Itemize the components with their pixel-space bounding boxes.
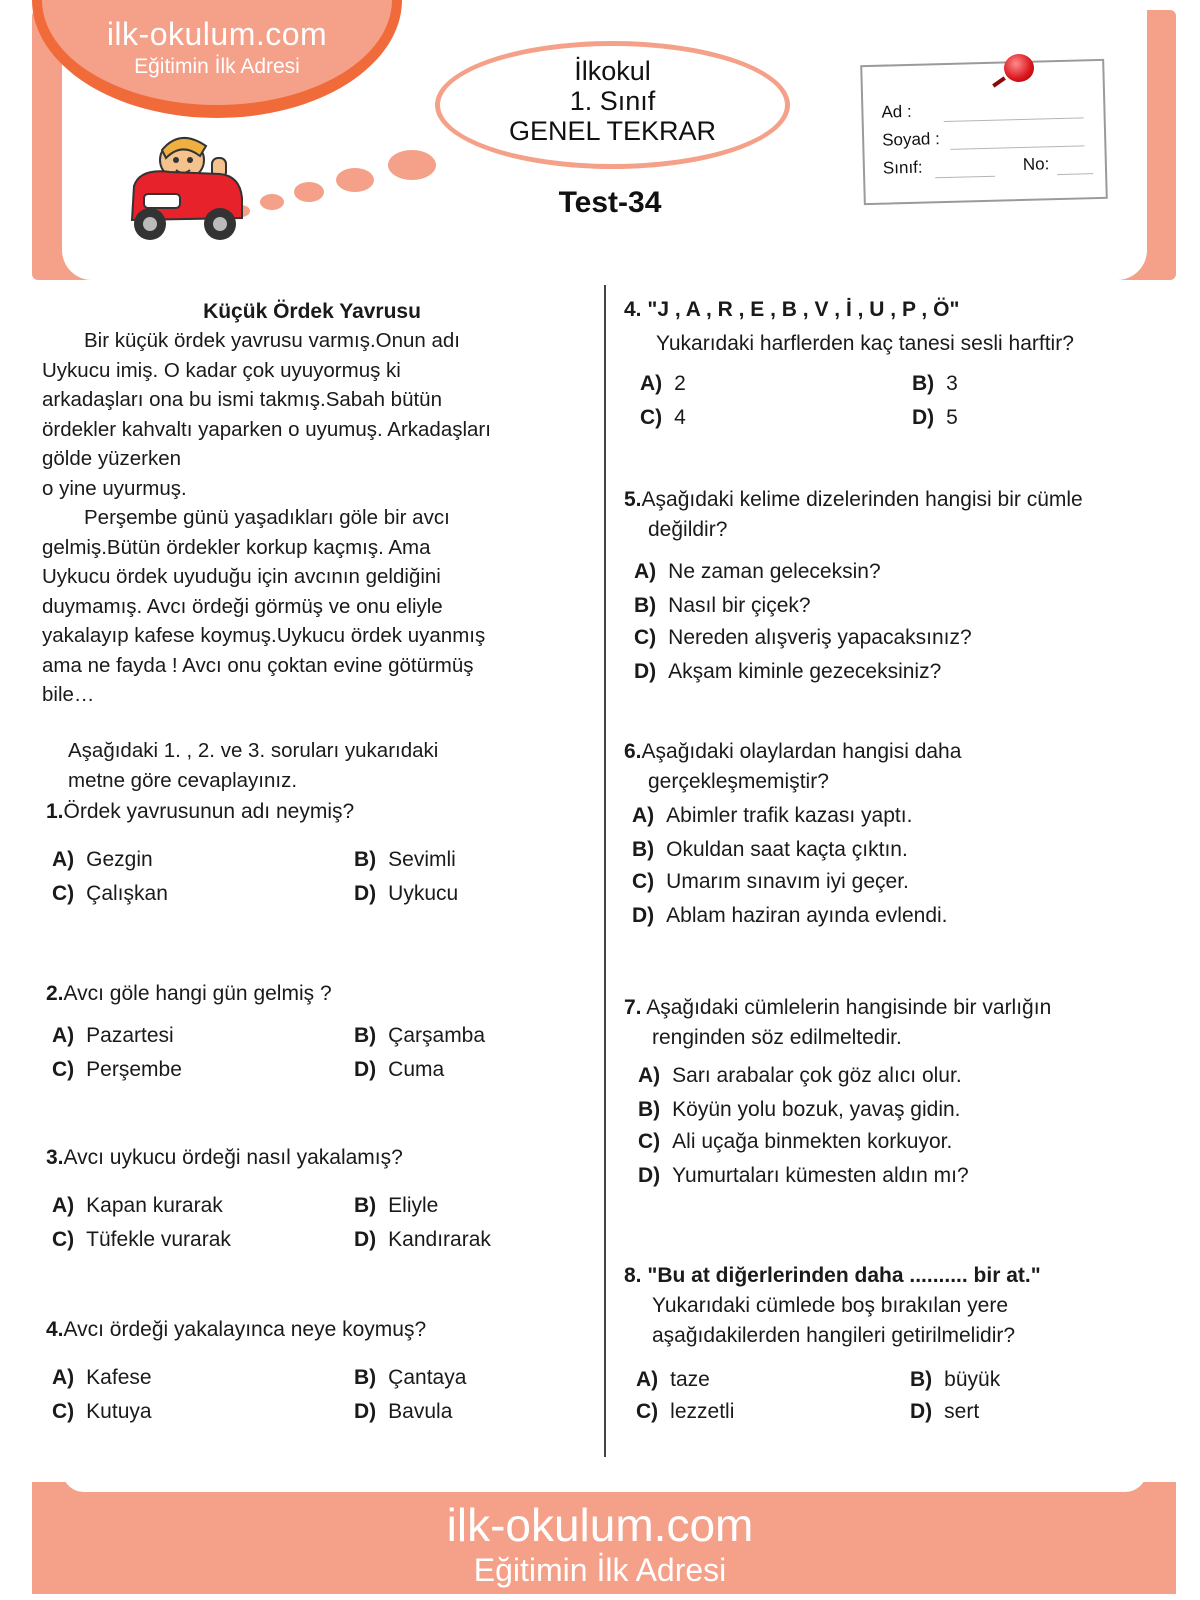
question-subtext: renginden söz edilmeltedir. [652, 1026, 902, 1049]
story-line: Bir küçük ördek yavrusu varmış.Onun adı [84, 329, 460, 352]
story-line: Uykucu imiş. O kadar çok uyuyormuş ki [42, 358, 401, 382]
option-d[interactable]: D) Akşam kiminle gezeceksiniz? [634, 660, 942, 683]
thought-dot [388, 150, 436, 180]
option-d[interactable]: D) sert [910, 1400, 980, 1423]
option-c[interactable]: C) Tüfekle vurarak [52, 1228, 231, 1251]
question-subtext: gerçekleşmemiştir? [648, 770, 829, 793]
grade-label: 1. Sınıf [569, 86, 656, 116]
question-7: 7. Aşağıdaki cümlelerin hangisinde bir varlığın [624, 996, 1052, 1019]
instruction-line: Aşağıdaki 1. , 2. ve 3. soruları yukarıdaki [68, 738, 439, 762]
option-a[interactable]: A) Kafese [52, 1366, 152, 1389]
logo-tagline: Eğitimin İlk Adresi [134, 55, 300, 78]
option-a[interactable]: A) Abimler trafik kazası yaptı. [632, 804, 913, 827]
school-level: İlkokul [574, 56, 651, 86]
option-c[interactable]: C) Perşembe [52, 1058, 182, 1081]
question-subtext: değildir? [648, 518, 728, 541]
student-info-card [860, 59, 1108, 205]
option-d[interactable]: D) Yumurtaları kümesten aldın mı? [638, 1164, 969, 1187]
option-a[interactable]: A) Gezgin [52, 848, 153, 871]
option-b[interactable]: B) Çarşamba [354, 1024, 486, 1047]
pushpin-icon [1004, 54, 1034, 82]
option-a[interactable]: A) 2 [640, 372, 686, 395]
story-line: ama ne fayda ! Avcı onu çoktan evine götürmüş [42, 653, 474, 677]
option-b[interactable]: B) büyük [910, 1368, 1001, 1391]
question-5: 5.Aşağıdaki kelime dizelerinden hangisi bir cümle [624, 488, 1083, 511]
logo-site-name: ilk-okulum.com [106, 16, 328, 52]
story-line: Perşembe günü yaşadıkları göle bir avcı [84, 506, 450, 529]
option-c[interactable]: C) lezzetli [636, 1400, 735, 1423]
question-4-right: 4. "J , A , R , E , B , V , İ , U , P , Ö" [624, 298, 960, 321]
option-d[interactable]: D) 5 [912, 406, 958, 429]
story-line: Uykucu ördek uyuduğu için avcının geldiğini [42, 565, 441, 588]
footer-cutout [62, 1470, 1147, 1492]
question-3 [46, 1146, 403, 1170]
question-4-left [46, 1318, 426, 1342]
question-8: 8. "Bu at diğerlerinden daha .......... bir at." [624, 1264, 1041, 1287]
story-line: bile… [42, 683, 95, 706]
option-d[interactable]: D) Kandırarak [354, 1228, 491, 1251]
surname-label: Soyad : [881, 129, 941, 150]
column-divider [604, 285, 606, 1457]
option-b[interactable]: B) Sevimli [354, 848, 456, 871]
question-text: Avcı uykucu ördeği nasıl yakalamış? [63, 1146, 403, 1169]
option-c[interactable]: C) 4 [640, 406, 686, 429]
thought-dot [294, 182, 324, 202]
option-c[interactable]: C) Kutuya [52, 1400, 152, 1423]
question-2 [46, 982, 332, 1006]
class-label: Sınıf: [882, 157, 923, 178]
question-1 [46, 800, 354, 824]
option-c[interactable]: C) Çalışkan [52, 882, 168, 905]
name-label: Ad : [881, 101, 912, 122]
question-number: 3. [46, 1146, 64, 1169]
test-title: Test-34 [558, 186, 662, 219]
story-line: duymamış. Avcı ördeği görmüş ve onu eliyle [42, 594, 443, 618]
option-b[interactable]: B) 3 [912, 372, 958, 395]
option-a[interactable]: A) Ne zaman geleceksin? [634, 560, 881, 583]
question-number: 4. [46, 1318, 64, 1341]
question-text: Aşağıdaki olaylardan hangisi daha [641, 740, 962, 763]
story-line: o yine uyurmuş. [42, 476, 187, 500]
option-b[interactable]: B) Nasıl bir çiçek? [634, 594, 811, 617]
option-b[interactable]: B) Köyün yolu bozuk, yavaş gidin. [638, 1098, 961, 1121]
option-b[interactable]: B) Eliyle [354, 1194, 439, 1217]
story-line: ördekler kahvaltı yaparken o uyumuş. Arkadaşları [42, 417, 491, 441]
footer-tagline: Eğitimin İlk Adresi [473, 1552, 727, 1588]
instruction-line: metne göre cevaplayınız. [68, 768, 298, 792]
option-a[interactable]: A) Kapan kurarak [52, 1194, 223, 1217]
question-6: 6.Aşağıdaki olaylardan hangisi daha [624, 740, 962, 763]
option-b[interactable]: B) Çantaya [354, 1366, 467, 1389]
thought-dot [260, 194, 284, 210]
option-a[interactable]: A) Pazartesi [52, 1024, 174, 1047]
option-c[interactable]: C) Nereden alışveriş yapacaksınız? [634, 626, 972, 649]
footer-site-name[interactable]: ilk-okulum.com [446, 1499, 754, 1551]
option-d[interactable]: D) Ablam haziran ayında evlendi. [632, 904, 948, 927]
question-text: Avcı ördeği yakalayınca neye koymuş? [63, 1318, 427, 1341]
subject-label: GENEL TEKRAR [508, 116, 717, 146]
story-line: yakalayıp kafese koymuş.Uykucu ördek uyanmış [42, 624, 486, 647]
option-c[interactable]: C) Ali uçağa binmekten korkuyor. [638, 1130, 953, 1153]
question-text: Aşağıdaki cümlelerin hangisinde bir varlığın [646, 996, 1052, 1019]
thought-dot [336, 168, 374, 192]
question-text: "J , A , R , E , B , V , İ , U , P , Ö" [647, 298, 960, 321]
story-line: arkadaşları ona bu ismi takmış.Sabah bütün [42, 388, 442, 411]
question-number: 1. [46, 800, 64, 823]
option-d[interactable]: D) Uykucu [354, 882, 459, 905]
question-number: 2. [46, 982, 64, 1005]
number-label: No: [1022, 154, 1050, 174]
instruction-note [42, 736, 582, 796]
question-subtext: Yukarıdaki harflerden kaç tanesi sesli harftir? [656, 332, 1074, 355]
story-line: gelmiş.Bütün ördekler korkup kaçmış. Ama [42, 535, 431, 559]
car-cartoon-icon [120, 128, 250, 248]
option-d[interactable]: D) Cuma [354, 1058, 445, 1081]
question-text: "Bu at diğerlerinden daha .......... bir at." [647, 1264, 1041, 1287]
question-text: Ördek yavrusunun adı neymiş? [63, 800, 355, 823]
option-c[interactable]: C) Umarım sınavım iyi geçer. [632, 870, 909, 893]
option-a[interactable]: A) Sarı arabalar çok göz alıcı olur. [638, 1064, 962, 1087]
question-text: Avcı göle hangi gün gelmiş ? [63, 982, 332, 1005]
question-subtext: aşağıdakilerden hangileri getirilmelidir? [652, 1324, 1016, 1347]
question-subtext: Yukarıdaki cümlede boş bırakılan yere [652, 1294, 1009, 1317]
left-column [42, 300, 582, 796]
option-d[interactable]: D) Bavula [354, 1400, 453, 1423]
option-a[interactable]: A) taze [636, 1368, 710, 1391]
title-cloud [440, 46, 785, 164]
question-text: Aşağıdaki kelime dizelerinden hangisi bir cümle [641, 488, 1083, 511]
story-title: Küçük Ördek Yavrusu [203, 300, 421, 323]
story-line: gölde yüzerken [42, 447, 182, 470]
option-b[interactable]: B) Okuldan saat kaçta çıktın. [632, 838, 908, 861]
